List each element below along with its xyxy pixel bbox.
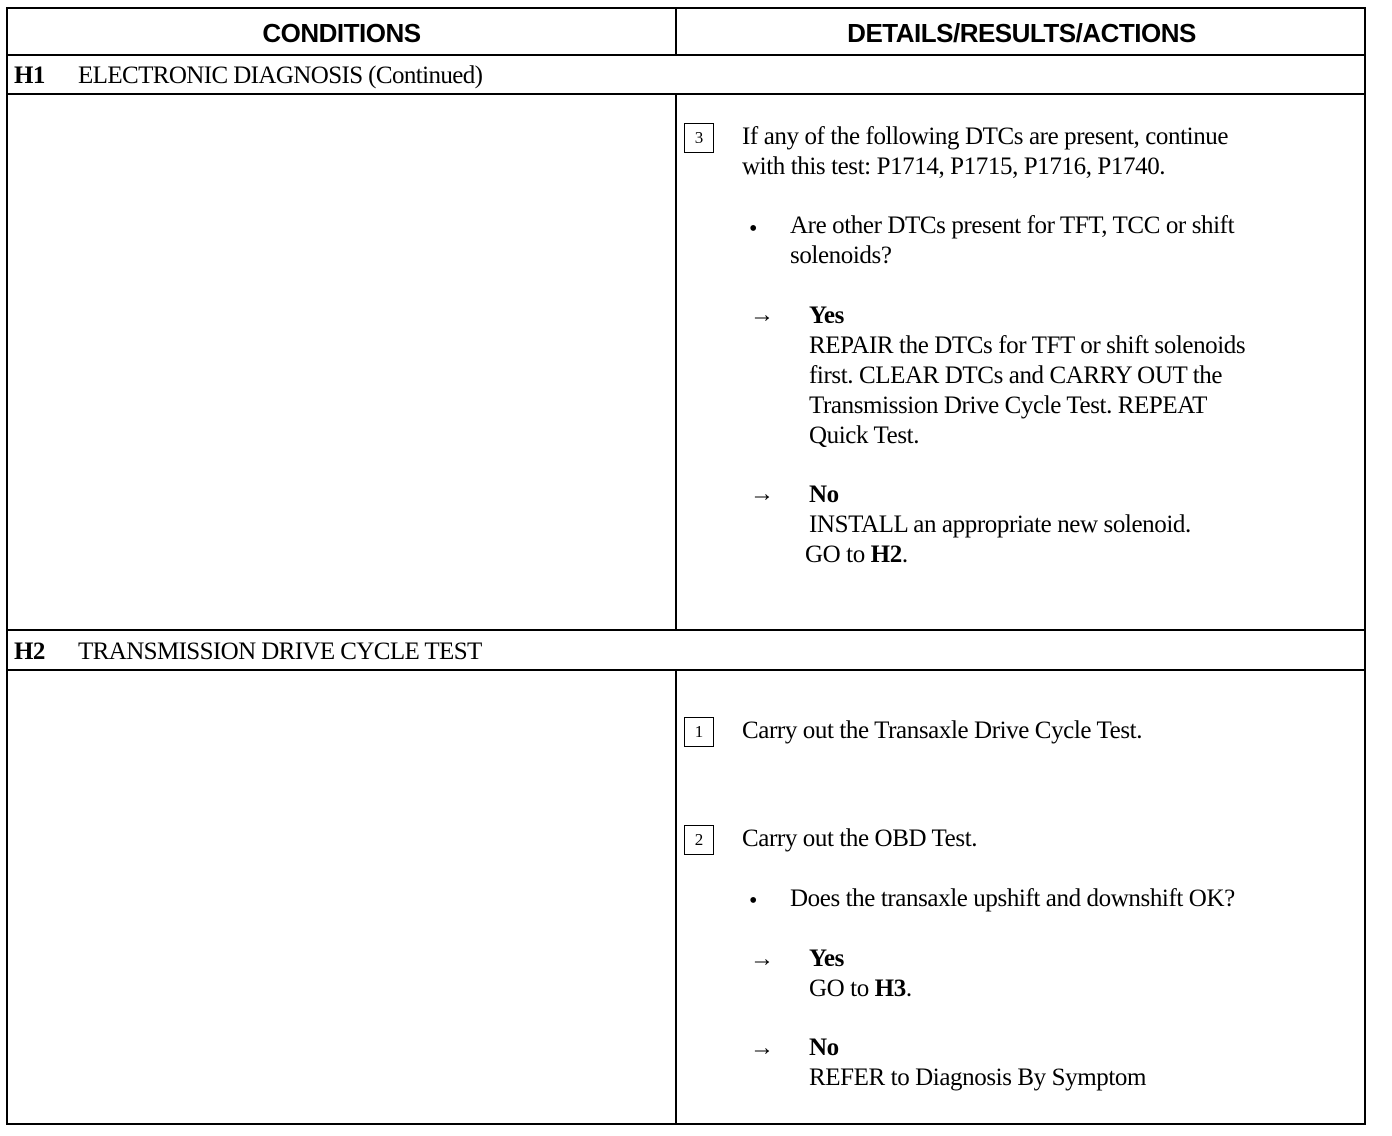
diagnostic-table [6, 7, 1366, 1125]
step-number-box: 3 [684, 123, 714, 153]
answer-line: REPAIR the DTCs for TFT or shift solenoids [809, 332, 1246, 359]
step-text-line: with this test: P1714, P1715, P1716, P1740. [742, 153, 1166, 180]
section-code: H1 [14, 62, 45, 89]
answer-label: Yes [809, 302, 844, 329]
header-divider [8, 54, 1364, 56]
answer-label: Yes [809, 945, 844, 972]
answer-line: REFER to Diagnosis By Symptom [809, 1064, 1147, 1091]
answer-line: INSTALL an appropriate new solenoid. [809, 511, 1191, 538]
question-text [790, 211, 1234, 271]
answer-label: No [809, 1034, 839, 1061]
yes-answer [809, 301, 1245, 451]
bullet-icon: • [749, 216, 758, 242]
step-text: Carry out the Transaxle Drive Cycle Test. [742, 717, 1143, 744]
answer-label: No [809, 481, 839, 508]
goto-target: H3 [874, 975, 906, 1002]
goto-line [805, 540, 1191, 570]
section-title-h1 [14, 62, 482, 90]
step-number-box: 1 [684, 717, 714, 747]
goto-suffix: . [905, 975, 912, 1002]
question-line: Are other DTCs present for TFT, TCC or shift [790, 212, 1235, 239]
h1-bottom-divider [8, 629, 1364, 631]
section-code: H2 [14, 638, 45, 665]
conditions-column-header: CONDITIONS [262, 18, 421, 48]
step-text [742, 122, 1228, 182]
answer-line: Quick Test. [809, 422, 920, 449]
step-text-line: If any of the following DTCs are present, continue [742, 123, 1229, 150]
step-number-box: 2 [684, 825, 714, 855]
goto-prefix: GO to [805, 541, 871, 568]
goto-prefix: GO to [809, 975, 875, 1002]
goto-line [809, 974, 912, 1004]
answer-line: first. CLEAR DTCs and CARRY OUT the [809, 362, 1223, 389]
arrow-right-icon: → [750, 1035, 774, 1061]
h1-title-divider [8, 93, 1364, 95]
question-text: Does the transaxle upshift and downshift OK? [790, 885, 1235, 912]
step-text: Carry out the OBD Test. [742, 825, 978, 852]
no-answer [805, 480, 1191, 570]
header-column-divider [675, 9, 677, 55]
section-title-h2 [14, 638, 482, 666]
section-title: TRANSMISSION DRIVE CYCLE TEST [78, 638, 482, 665]
goto-suffix: . [901, 541, 908, 568]
section-title: ELECTRONIC DIAGNOSIS (Continued) [78, 62, 483, 89]
details-column-header: DETAILS/RESULTS/ACTIONS [847, 18, 1196, 48]
yes-answer [809, 944, 912, 1004]
bullet-icon: • [749, 888, 758, 914]
question-line: solenoids? [790, 242, 892, 269]
h1-column-divider [675, 94, 677, 630]
goto-target: H2 [870, 541, 902, 568]
no-answer [809, 1033, 1146, 1093]
h2-column-divider [675, 670, 677, 1125]
h2-title-divider [8, 669, 1364, 671]
arrow-right-icon: → [750, 946, 774, 972]
answer-line: Transmission Drive Cycle Test. REPEAT [809, 392, 1208, 419]
arrow-right-icon: → [750, 302, 774, 328]
arrow-right-icon: → [750, 481, 774, 507]
